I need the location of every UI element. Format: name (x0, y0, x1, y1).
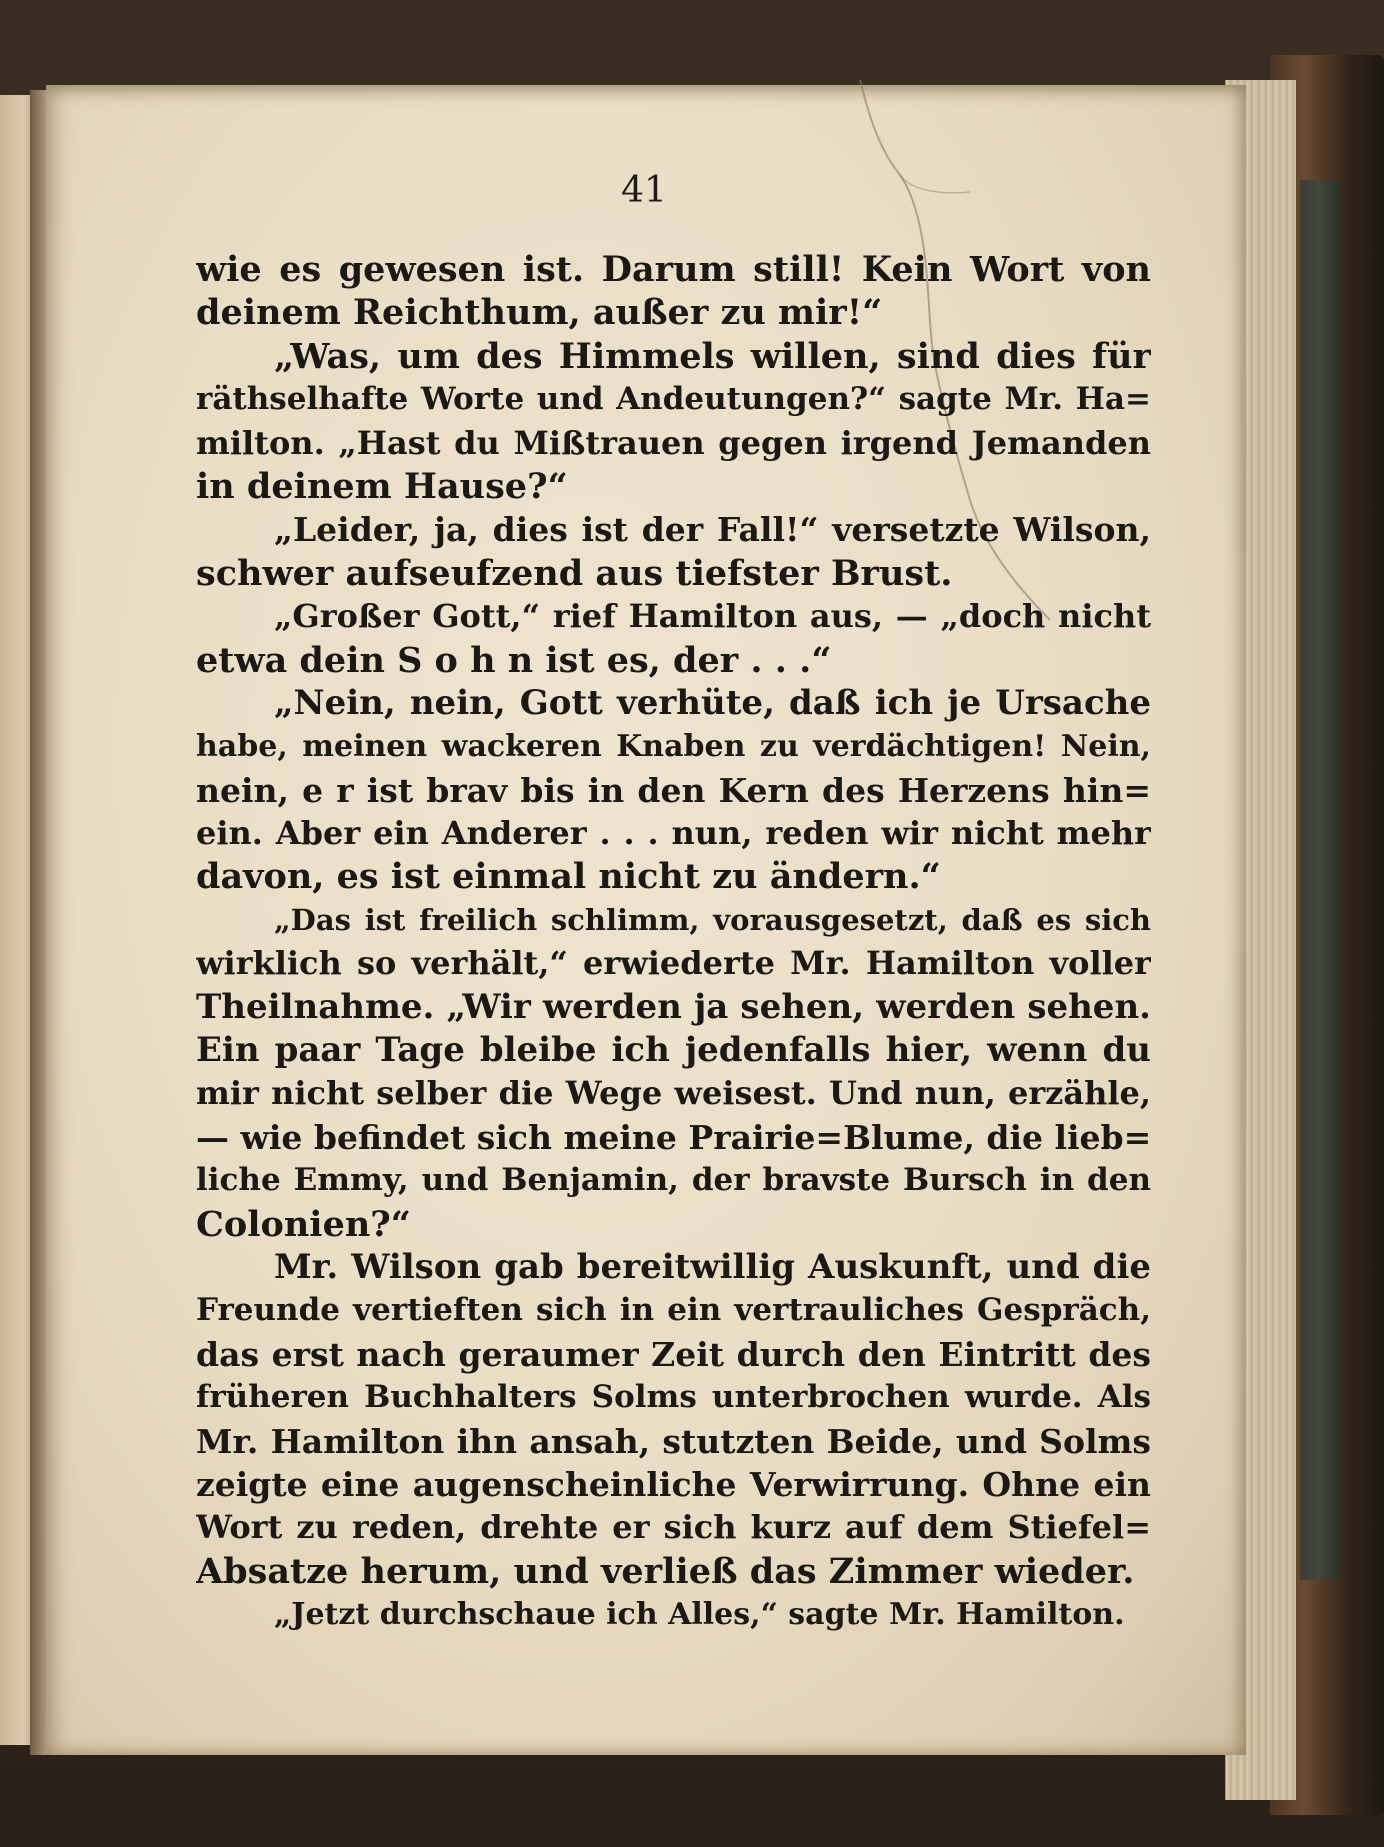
text-line: Wort zu reden, drehte er sich kurz auf dem Stiefel= (196, 1508, 1151, 1547)
text-line: — wie befindet sich meine Prairie=Blume, die lieb= (196, 1117, 1151, 1157)
text-line: milton. „Hast du Mißtrauen gegen irgend Jemanden (196, 423, 1151, 462)
text-line: früheren Buchhalters Solms unterbrochen wurde. Als (196, 1379, 1151, 1416)
text-line: Absatze herum, und verließ das Zimmer wieder. (196, 1550, 1135, 1592)
text-line: Mr. Hamilton ihn ansah, stutzten Beide, und Solms (196, 1421, 1151, 1461)
text-line: wirklich so verhält,“ erwiederte Mr. Hamilton voller (196, 944, 1151, 983)
text-line: zeigte eine augenscheinliche Verwirrung. Ohne ein (196, 1464, 1151, 1504)
text-line: „Großer Gott,“ rief Hamilton aus, — „doch nicht (274, 597, 1151, 636)
text-line: davon, es ist einmal nicht zu ändern.“ (196, 856, 941, 898)
text-line: Theilnahme. „Wir werden ja sehen, werden sehen. (196, 986, 1151, 1027)
text-line: räthselhafte Worte und Andeutungen?“ sagte Mr. Ha= (196, 381, 1151, 418)
text-line: ein. Aber ein Anderer . . . nun, reden wir nicht mehr (196, 814, 1151, 853)
text-line: das erst nach geraumer Zeit durch den Eintritt des (196, 1334, 1151, 1374)
text-line: „Leider, ja, dies ist der Fall!“ versetzte Wilson, (274, 510, 1151, 550)
page-body-text (196, 248, 1151, 1637)
text-line: etwa dein S o h n ist es, der . . .“ (196, 639, 832, 681)
text-line: Ein paar Tage bleibe ich jedenfalls hier, wenn du (196, 1030, 1151, 1071)
text-line: Freunde vertieften sich in ein vertrauliches Gespräch, (196, 1292, 1151, 1329)
text-line: nein, e r ist brav bis in den Kern des Herzens hin= (196, 770, 1151, 810)
book-cover-cloth (1300, 180, 1340, 1580)
page-number: 41 (621, 170, 667, 211)
text-line: deinem Reichthum, außer zu mir!“ (196, 292, 883, 334)
text-line: wie es gewesen ist. Darum still! Kein Wort von (196, 249, 1151, 290)
text-line: mir nicht selber die Wege weisest. Und nun, erzähle, (196, 1074, 1151, 1113)
text-line: „Was, um des Himmels willen, sind dies für (274, 335, 1151, 377)
text-line: habe, meinen wackeren Knaben zu verdächtigen! Nein, (196, 729, 1151, 765)
text-line: Mr. Wilson gab bereitwillig Auskunft, und die (274, 1246, 1151, 1287)
text-line: in deinem Hause?“ (196, 465, 568, 507)
text-line: „Das ist freilich schlimm, vorausgesetzt, daß es sich (274, 902, 1151, 937)
text-line: schwer aufseufzend aus tiefster Brust. (196, 552, 953, 594)
text-line: Colonien?“ (196, 1203, 411, 1245)
text-line: „Jetzt durchschaue ich Alles,“ sagte Mr. Hamilton. (274, 1597, 1125, 1633)
text-line: „Nein, nein, Gott verhüte, daß ich je Ursache (274, 682, 1151, 723)
text-line: liche Emmy, und Benjamin, der bravste Bursch in den (196, 1162, 1151, 1199)
